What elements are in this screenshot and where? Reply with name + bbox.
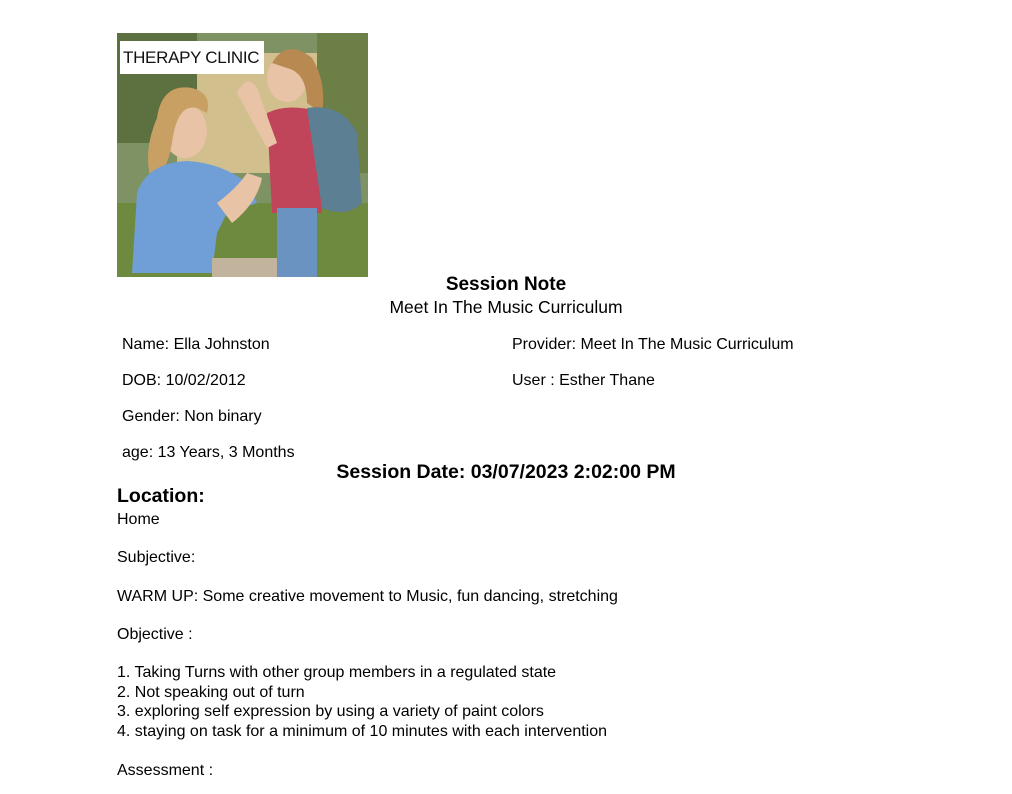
objective-heading: Objective :	[117, 626, 193, 643]
client-gender: Gender: Non binary	[122, 408, 262, 425]
location-heading: Location:	[117, 485, 205, 507]
subjective-text: WARM UP: Some creative movement to Music, fun dancing, stretching	[117, 588, 618, 605]
clinic-logo-image	[117, 33, 368, 277]
location-value: Home	[117, 511, 160, 528]
client-dob: DOB: 10/02/2012	[122, 372, 246, 389]
client-name: Name: Ella Johnston	[122, 336, 270, 353]
user-name: User : Esther Thane	[512, 372, 655, 389]
objective-list	[117, 663, 607, 741]
objective-item: 1. Taking Turns with other group members in a regulated state	[117, 664, 557, 681]
logo-label: THERAPY CLINIC	[120, 41, 264, 74]
client-age: age: 13 Years, 3 Months	[122, 444, 295, 461]
provider-name: Provider: Meet In The Music Curriculum	[512, 336, 794, 353]
objective-item: 2. Not speaking out of turn	[117, 683, 305, 701]
subjective-heading: Subjective:	[117, 549, 196, 566]
objective-item: 3. exploring self expression by using a variety of paint colors	[117, 703, 544, 720]
document-subtitle: Meet In The Music Curriculum	[389, 297, 623, 317]
assessment-heading: Assessment :	[117, 762, 214, 779]
session-date: Session Date: 03/07/2023 2:02:00 PM	[336, 461, 676, 483]
objective-item: 4. staying on task for a minimum of 10 minutes with each intervention	[117, 722, 608, 740]
document-title: Session Note	[445, 274, 567, 295]
